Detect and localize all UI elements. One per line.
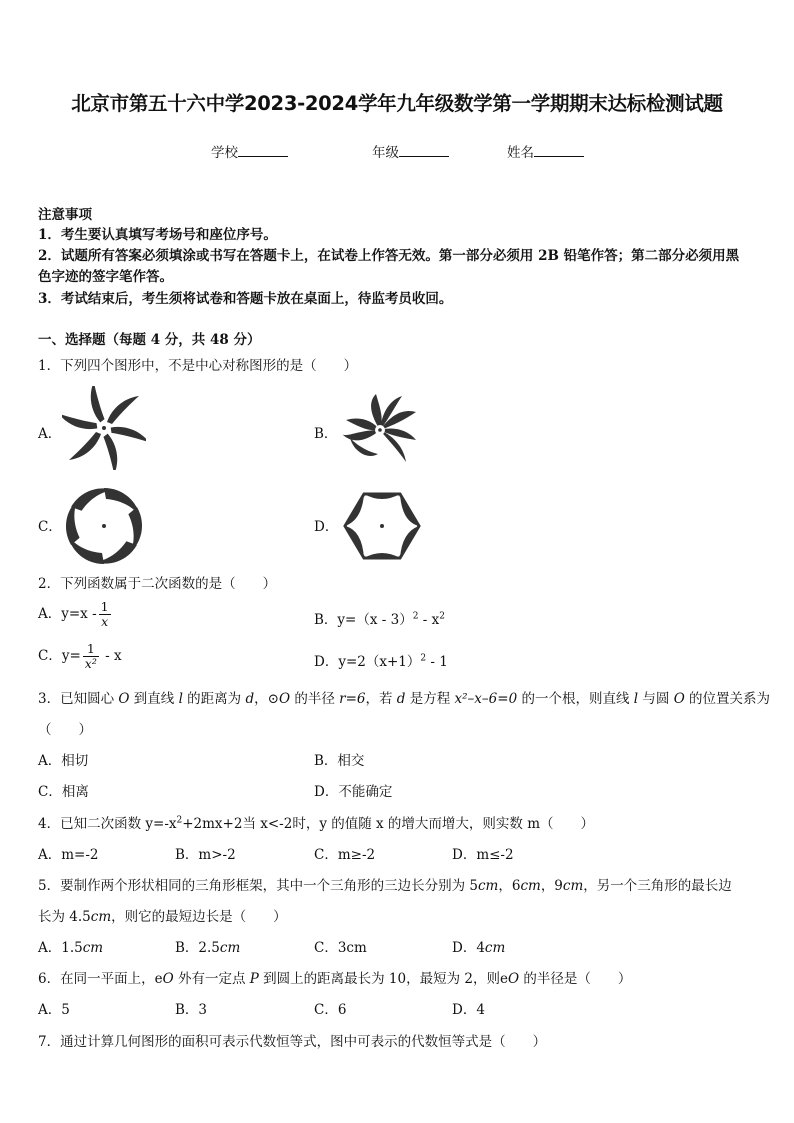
name-label: 姓名 [507,145,534,161]
q2-a-fraction [99,600,111,629]
q2-a-numerator: 1 [100,599,109,614]
q2-b-exponent-2: 2 [439,611,445,622]
notice-item-2: 2．试题所有答案必须填涂或书写在答题卡上，在试卷上作答无效。第一部分必须用 2B 铅笔作答；第二部分必须用黑 [38,248,740,264]
q2-a-denominator: x [101,614,109,629]
q6-option-b[interactable]: B．3 [175,1002,208,1018]
q5-option-d[interactable]: D．4cm [452,940,506,956]
q2-b-tail: - x [418,612,440,628]
q2-c-denominator: x² [84,656,97,671]
q2-d-exponent: 2 [420,653,427,664]
figure-c-ring [62,484,146,568]
notice-heading: 注意事项 [38,207,92,223]
notice-item-1: 1．考生要认真填写考场号和座位序号。 [38,227,277,243]
q2-d-tail: - 1 [426,654,448,670]
q3-option-c[interactable]: C．相离 [38,784,89,800]
q2-stem: 2．下列函数属于二次函数的是（ ） [38,576,277,592]
q4-stem: 4．已知二次函数 $y=-x^2+2mx+2$当 x<-2时，y 的值随 x 的增大而增大，则实数 m（ ） [38,815,595,832]
name-field[interactable] [507,141,584,161]
school-label: 学校 [211,145,238,161]
q4-option-b[interactable]: B．m>-2 [175,847,236,863]
q6-stem: 6．在同一平面上，eO 外有一定点 P 到圆上的距离最长为 10，最短为 2，则eO 的半径是（ ） [38,971,632,987]
q2-b-exponent: 2 [412,611,419,622]
q1-option-c[interactable]: C． [38,519,62,535]
q2-option-d[interactable] [314,650,448,670]
q5-option-c[interactable]: C．3cm [314,940,367,956]
grade-field[interactable] [372,141,449,161]
q5-stem: 5．要制作两个形状相同的三角形框架，其中一个三角形的三边长分别为 5cm，6cm，9cm，另一个三角形的最长边 [38,878,732,894]
q5-stem-cont: 长为 4.5cm，则它的最短边长是（ ） [38,909,287,925]
q6-option-a[interactable]: A．5 [38,1002,70,1018]
q3-option-a[interactable]: A．相切 [38,753,89,769]
q2-option-c[interactable] [38,642,122,671]
q1-option-d[interactable]: D． [314,519,339,535]
q2-c-tail: - x [100,648,122,664]
q3-option-d[interactable]: D．不能确定 [314,784,393,800]
q2-b-text: B．y=（x - 3） [314,612,413,628]
q2-c-numerator: 1 [83,642,99,657]
figure-d-hexagon [340,486,424,566]
q3-option-b[interactable]: B．相交 [314,753,365,769]
q7-stem: 7．通过计算几何图形的面积可表示代数恒等式，图中可表示的代数恒等式是（ ） [38,1034,547,1050]
q3-stem-cont: （ ） [38,722,92,738]
section-heading: 一、选择题（每题 4 分，共 48 分） [38,332,261,348]
q1-option-b[interactable]: B． [314,426,338,442]
grade-blank[interactable] [399,143,449,157]
name-blank[interactable] [534,143,584,157]
q6-option-c[interactable]: C．6 [314,1002,347,1018]
q5-option-b[interactable]: B．2.5cm [175,940,241,956]
q5-option-a[interactable]: A．1.5cm [38,940,104,956]
grade-label: 年级 [372,145,399,161]
q2-d-text: D．y=2（x+1） [314,654,421,670]
q2-c-fraction [83,642,99,671]
q4-option-a[interactable]: A．m=-2 [38,847,99,863]
figure-a-pinwheel [62,386,146,470]
q2-option-b[interactable] [314,608,445,628]
notice-item-3: 3．考试结束后，考生须将试卷和答题卡放在桌面上，待监考员收回。 [38,291,453,307]
q1-option-a[interactable]: A． [38,426,62,442]
page-title: 北京市第五十六中学2023-2024学年九年级数学第一学期期末达标检测试题 [71,92,723,115]
notice-item-2-cont: 色字迹的签字笔作答。 [38,269,173,285]
school-blank[interactable] [238,143,288,157]
q4-option-d[interactable]: D．m≤-2 [452,847,514,863]
q6-option-d[interactable]: D．4 [452,1002,485,1018]
q2-a-text: A．y=x - [38,606,97,622]
q3-stem: 3．已知圆心 O 到直线 l 的距离为 d，⊙O 的半径 r=6，若 d 是方程 x²–x–6=0 的一个根，则直线 l 与圆 O 的位置关系为 [38,691,771,707]
school-field[interactable] [211,141,288,161]
q1-stem: 1．下列四个图形中，不是中心对称图形的是（ ） [38,358,358,374]
figure-b-spiral [338,390,422,470]
q4-option-c[interactable]: C．m≥-2 [314,847,376,863]
q2-option-a[interactable] [38,600,113,629]
q2-c-text: C．y= [38,648,81,664]
